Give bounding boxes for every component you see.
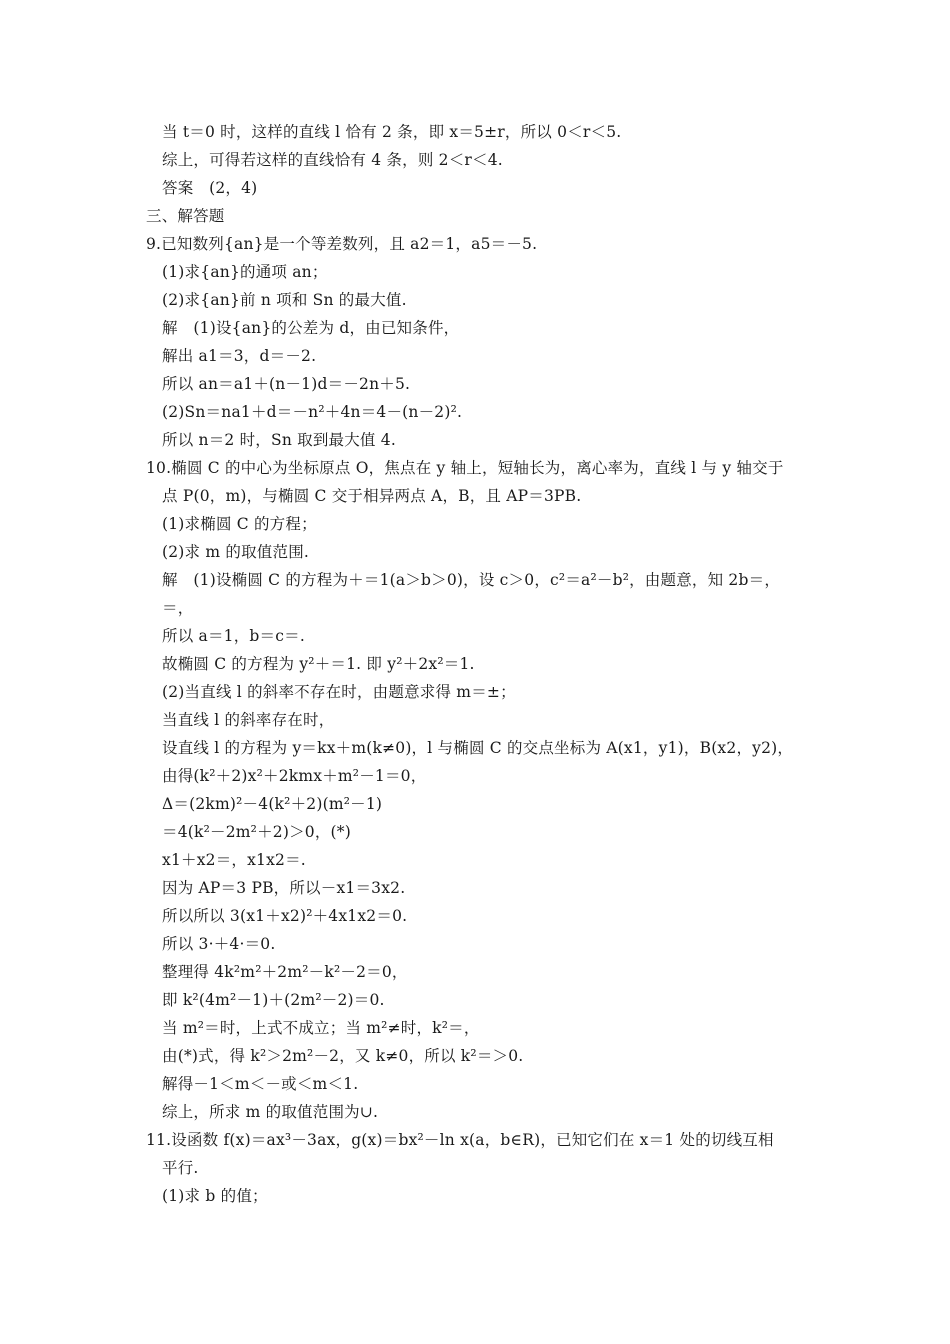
text-line: 当直线 l 的斜率存在时，	[162, 711, 335, 729]
text-line: 平行.	[162, 1159, 199, 1177]
answer-line: 答案 (2，4)	[162, 179, 258, 197]
section-heading: 三、解答题	[146, 207, 225, 225]
text-line: (2)Sn＝na1＋d＝－n²＋4n＝4－(n－2)².	[162, 403, 463, 421]
text-line: 当 t＝0 时，这样的直线 l 恰有 2 条，即 x＝5±r，所以 0＜r＜5.	[162, 123, 622, 141]
text-line: (1)求 b 的值；	[162, 1187, 268, 1205]
problem-10-title: 10.椭圆 C 的中心为坐标原点 O，焦点在 y 轴上，短轴长为，离心率为，直线 l 与 y 轴交于	[146, 459, 784, 477]
text-line: 解 (1)设{an}的公差为 d，由已知条件，	[162, 319, 460, 337]
text-line: 由(*)式，得 k²＞2m²－2，又 k≠0，所以 k²＝＞0.	[162, 1047, 524, 1065]
text-line: 所以 n＝2 时，Sn 取到最大值 4.	[162, 431, 396, 449]
text-line: 即 k²(4m²－1)＋(2m²－2)＝0.	[162, 991, 385, 1009]
text-line: ＝4(k²－2m²＋2)＞0，(*)	[162, 823, 352, 841]
text-line: (2)求{an}前 n 项和 Sn 的最大值.	[162, 291, 407, 309]
text-line: ＝，	[162, 599, 194, 617]
text-line: (1)求椭圆 C 的方程；	[162, 515, 317, 533]
text-line: 由得(k²＋2)x²＋2kmx＋m²－1＝0，	[162, 767, 427, 785]
text-line: 所以 3·＋4·＝0.	[162, 935, 276, 953]
text-line: 所以 a＝1，b＝c＝.	[162, 627, 305, 645]
text-line: 解得－1＜m＜－或＜m＜1.	[162, 1075, 359, 1093]
text-line: 所以 an＝a1＋(n－1)d＝－2n＋5.	[162, 375, 411, 393]
text-line: Δ＝(2km)²－4(k²＋2)(m²－1)	[162, 795, 383, 813]
text-line: 综上，可得若这样的直线恰有 4 条，则 2＜r＜4.	[162, 151, 503, 169]
text-line: 点 P(0，m)，与椭圆 C 交于相异两点 A，B，且 AP＝3PB.	[162, 487, 582, 505]
text-line: x1＋x2＝，x1x2＝.	[162, 851, 306, 869]
text-line: 解 (1)设椭圆 C 的方程为＋＝1(a＞b＞0)，设 c＞0，c²＝a²－b²，由题意，知 2b＝，	[162, 571, 781, 589]
text-line: 综上，所求 m 的取值范围为∪.	[162, 1103, 379, 1121]
text-line: 整理得 4k²m²＋2m²－k²－2＝0，	[162, 963, 408, 981]
text-line: (1)求{an}的通项 an；	[162, 263, 328, 281]
problem-11-title: 11.设函数 f(x)＝ax³－3ax，g(x)＝bx²－ln x(a，b∈R)，已知它们在 x＝1 处的切线互相	[146, 1131, 774, 1149]
text-line: (2)当直线 l 的斜率不存在时，由题意求得 m＝±；	[162, 683, 516, 701]
text-line: 解出 a1＝3，d＝－2.	[162, 347, 317, 365]
text-line: 当 m²＝时，上式不成立；当 m²≠时，k²＝，	[162, 1019, 480, 1037]
text-line: (2)求 m 的取值范围.	[162, 543, 310, 561]
problem-9-title: 9.已知数列{an}是一个等差数列，且 a2＝1，a5＝－5.	[146, 235, 538, 253]
text-line: 故椭圆 C 的方程为 y²＋＝1. 即 y²＋2x²＝1.	[162, 655, 475, 673]
text-line: 因为 AP＝3 PB，所以－x1＝3x2.	[162, 879, 406, 897]
text-line: 设直线 l 的方程为 y＝kx＋m(k≠0)，l 与椭圆 C 的交点坐标为 A(x1，y1)，B(x2，y2)，	[162, 739, 794, 757]
text-line: 所以所以 3(x1＋x2)²＋4x1x2＝0.	[162, 907, 408, 925]
